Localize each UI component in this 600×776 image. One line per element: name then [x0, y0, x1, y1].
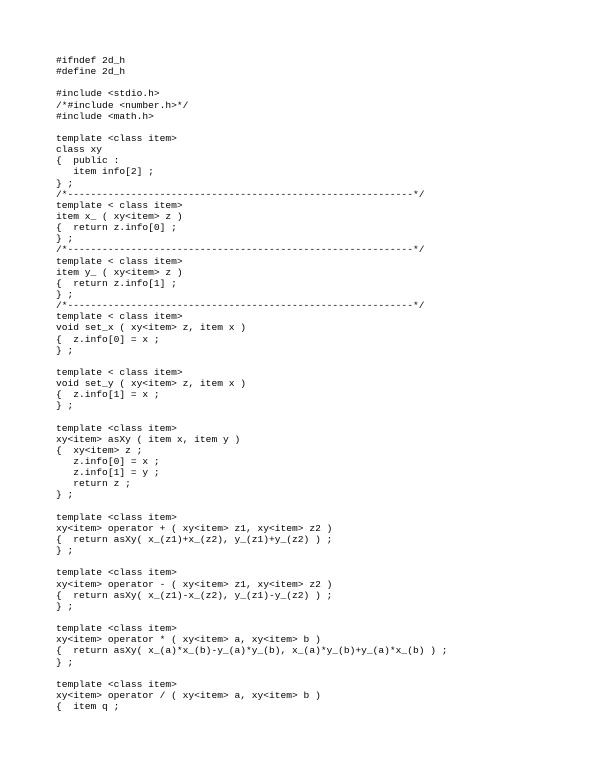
code-line: /*------------------------------------------------------------*/ [56, 300, 425, 312]
code-line [56, 356, 448, 367]
code-line [56, 612, 448, 623]
code-line: template <class item> [56, 623, 177, 635]
code-line: #include <math.h> [56, 110, 154, 122]
code-line: template < class item> [56, 311, 183, 323]
code-line: template < class item> [56, 255, 183, 267]
code-line: void set_x ( xy<item> z, item x ) [56, 322, 246, 334]
code-line: } ; [56, 400, 74, 412]
code-line: template <class item> [56, 511, 177, 523]
code-line: { xy<item> z ; [56, 444, 143, 456]
code-line: /*------------------------------------------------------------*/ [56, 188, 425, 200]
code-line: { return asXy( x_(z1)+x_(z2), y_(z1)+y_(z2) ) ; [56, 534, 333, 546]
code-line: item info[2] ; [56, 166, 154, 178]
code-line [56, 501, 448, 512]
code-line: item y_ ( xy<item> z ) [56, 266, 183, 278]
code-line: xy<item> operator / ( xy<item> a, xy<item> b ) [56, 690, 321, 702]
code-line: xy<item> operator + ( xy<item> z1, xy<item> z2 ) [56, 522, 333, 534]
code-line: item x_ ( xy<item> z ) [56, 210, 183, 222]
code-line [56, 77, 448, 88]
code-line: { item q ; [56, 701, 120, 713]
code-line: } ; [56, 545, 74, 557]
code-line: { public : [56, 155, 120, 167]
code-line: template <class item> [56, 422, 177, 434]
code-line: { return asXy( x_(a)*x_(b)-y_(a)*y_(b), x_(a)*y_(b)+y_(a)*x_(b) ) ; [56, 645, 448, 657]
code-line [56, 668, 448, 679]
code-line: } ; [56, 489, 74, 501]
code-line: #include <stdio.h> [56, 88, 160, 100]
source-code-listing [56, 55, 448, 712]
code-line: #define 2d_h [56, 66, 126, 78]
code-line: class xy [56, 144, 103, 156]
code-line: { z.info[0] = x ; [56, 333, 160, 345]
code-line: { return asXy( x_(z1)-x_(z2), y_(z1)-y_(z2) ) ; [56, 589, 333, 601]
code-line: } ; [56, 233, 74, 245]
code-line: template < class item> [56, 366, 183, 378]
code-line: } ; [56, 288, 74, 300]
code-line: z.info[1] = y ; [56, 467, 160, 479]
code-line [56, 556, 448, 567]
code-line: xy<item> operator * ( xy<item> a, xy<item> b ) [56, 634, 321, 646]
code-line: template <class item> [56, 132, 177, 144]
code-line: template <class item> [56, 678, 177, 690]
code-line: return z ; [56, 478, 131, 490]
code-line: z.info[0] = x ; [56, 456, 160, 468]
code-line: template < class item> [56, 199, 183, 211]
code-line: xy<item> operator - ( xy<item> z1, xy<item> z2 ) [56, 578, 333, 590]
code-line: } ; [56, 600, 74, 612]
code-line: xy<item> asXy ( item x, item y ) [56, 433, 241, 445]
code-line: void set_y ( xy<item> z, item x ) [56, 378, 246, 390]
code-line [56, 122, 448, 133]
code-line: #ifndef 2d_h [56, 55, 126, 66]
code-line: } ; [56, 344, 74, 356]
code-line: { return z.info[0] ; [56, 222, 177, 234]
code-line: template <class item> [56, 567, 177, 579]
code-line: /*#include <number.h>*/ [56, 99, 189, 111]
code-line: { z.info[1] = x ; [56, 389, 160, 401]
code-line: { return z.info[1] ; [56, 277, 177, 289]
code-line [56, 412, 448, 423]
code-line: /*------------------------------------------------------------*/ [56, 244, 425, 256]
code-line: } ; [56, 177, 74, 189]
code-line: } ; [56, 656, 74, 668]
